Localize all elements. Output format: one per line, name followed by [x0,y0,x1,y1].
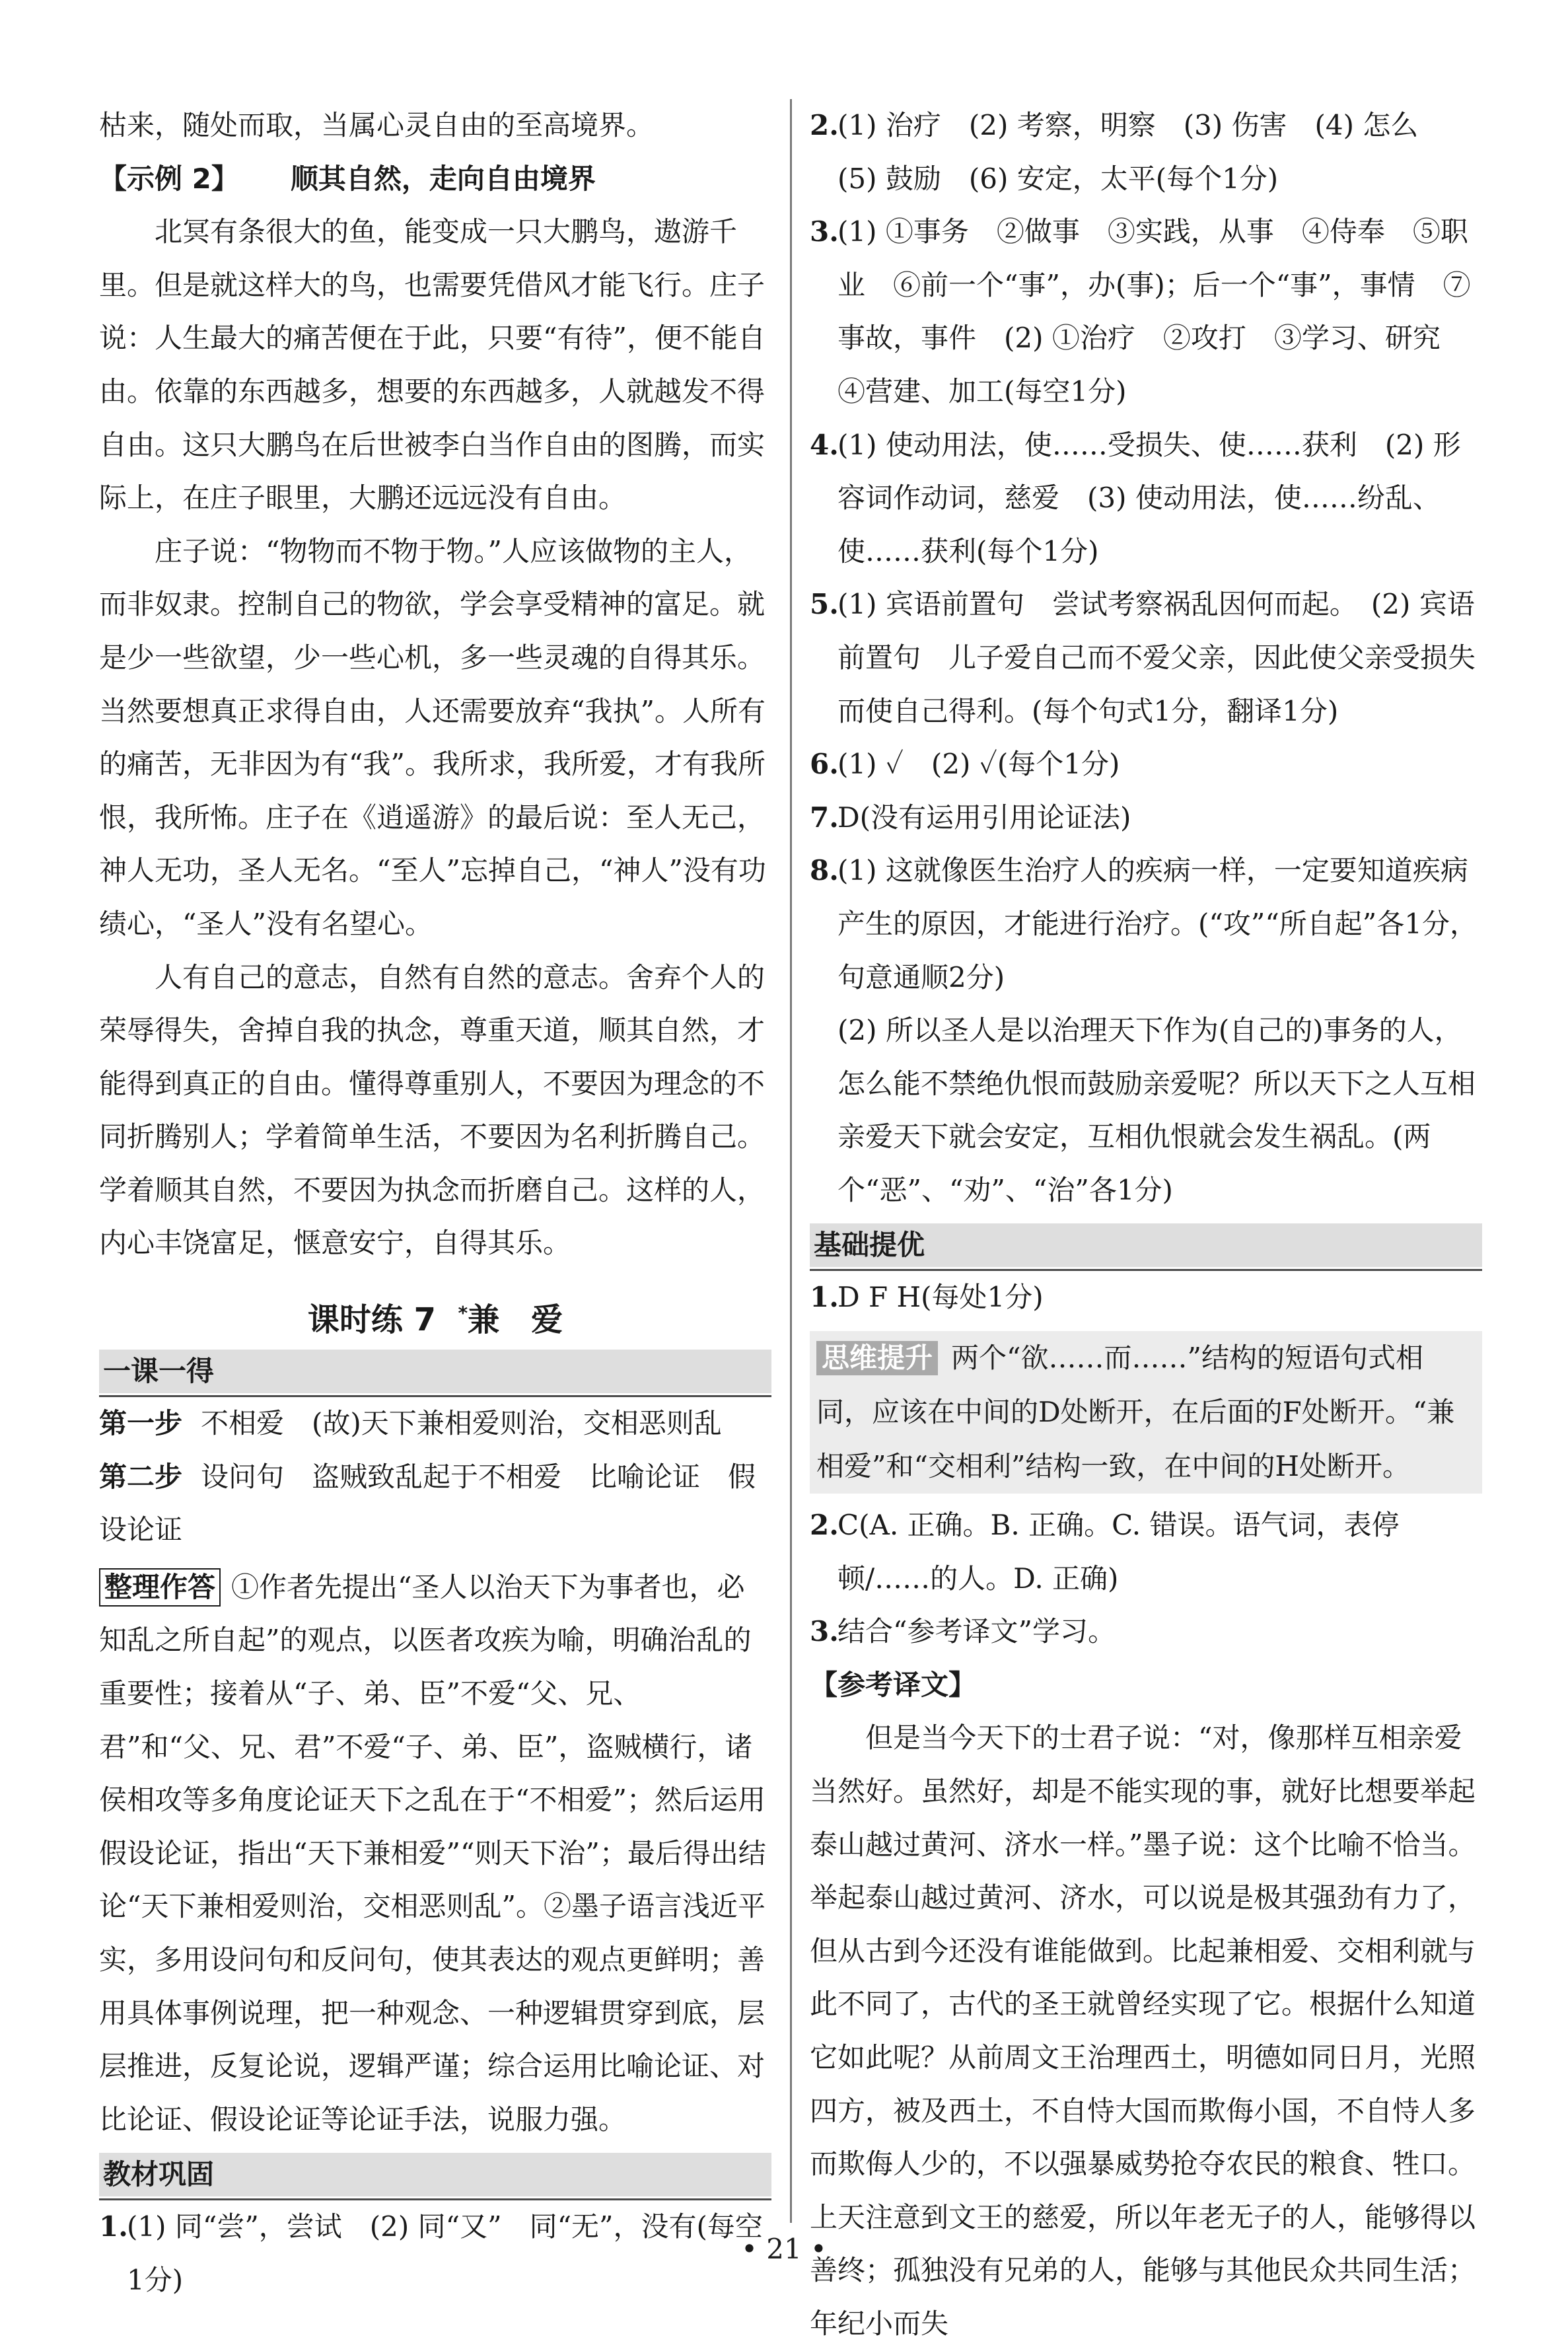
answer-number: 2. [810,1509,839,1542]
answer-number: 1. [99,2210,128,2243]
answer-number: 5. [810,588,839,621]
answer-number: 4. [810,428,839,461]
reference-translation-heading: 【参考译文】 [810,1668,977,1701]
column-divider [790,99,792,2223]
step-1 [99,1397,771,1451]
answer-number: 1. [810,1281,839,1314]
section-heading-jiaocai: 教材巩固 [99,2153,771,2196]
answer-item-4 [810,419,1482,579]
answer-text: C(A. 正确。B. 正确。C. 错误。语气词，表停顿/……的人。D. 正确) [837,1509,1400,1595]
basic-item-3 [810,1605,1482,1659]
lesson-title [99,1270,771,1343]
example-heading [99,153,771,206]
answer-text-part-1: (1) 这就像医生治疗人的疾病一样，一定要知道疾病产生的原因，才能进行治疗。(“攻”“所自起”各1分，句意通顺2分) [837,854,1478,994]
answer-number: 3. [810,1615,839,1648]
answer-text: (1) ①事务 ②做事 ③实践，从事 ④侍奉 ⑤职业 ⑥前一个“事”，办(事)；后一个“事”，事情 ⑦事故，事件 (2) ①治疗 ②攻打 ③学习、研究 ④营建、加工(每空1分) [837,215,1471,408]
lesson-prefix: 课时练 7 [307,1301,437,1339]
lesson-name: 兼 爱 [468,1301,563,1339]
step-2 [99,1451,771,1557]
right-column [810,99,1482,2351]
answer-text: (1) 使动用法，使……受损失、使……获利 (2) 形容词作动词，慈爱 (3) 使动用法，使……纷乱、使……获利(每个1分) [837,428,1461,567]
answer-item-3 [810,205,1482,418]
basic-item-1 [810,1271,1482,1324]
step-1-label: 第一步 [99,1407,183,1440]
answer-text-part-2: (2) 所以圣人是以治理天下作为(自己的)事务的人，怎么能不禁绝仇恨而鼓励亲爱呢？所以天下之人互相亲爱天下就会安定，互相仇恨就会发生祸乱。(两个“恶”、“劝”、“治”各1分) [837,1014,1476,1206]
essay-paragraph-3: 人有自己的意志，自然有自然的意志。舍弃个人的荣辱得失，舍掉自我的执念，尊重天道，顺其自然，才能得到真正的自由。懂得尊重别人，不要因为理念的不同折腾别人；学着简单生活，不要因为名利折腾自己。学着顺其自然，不要因为执念而折磨自己。这样的人，内心丰饶富足，惬意安宁，自得其乐。 [99,960,766,1260]
step-2-text: 设问句 盗贼致乱起于不相爱 比喻论证 假设论证 [99,1460,756,1546]
lesson-star: * [458,1302,468,1324]
essay-paragraph-2: 庄子说：“物物而不物于物。”人应该做物的主人，而非奴隶。控制自己的物欲，学会享受精神的富足。就是少一些欲望，少一些心机，多一些灵魂的自得其乐。当然要想真正求得自由，人还需要放弃“我执”。人所有的痛苦，无非因为有“我”。我所求，我所爱，才有我所恨，我所怖。庄子在《逍遥游》的最后说：至人无己，神人无功，圣人无名。“至人”忘掉自己，“神人”没有功绩心，“圣人”没有名望心。 [99,534,766,940]
tidy-answer [99,1561,771,2147]
answer-text: (1) 同“尝”，尝试 (2) 同“又” 同“无”，没有(每空1分) [127,2210,763,2296]
answer-number: 2. [810,109,839,141]
basic-item-2 [810,1499,1482,1605]
answer-number: 3. [810,215,839,248]
answer-text: D(没有运用引用论证法) [837,801,1131,834]
left-column [99,99,771,2307]
thinking-tip-label: 思维提升 [816,1341,938,1375]
answer-number: 6. [810,748,839,781]
section-heading-jichu: 基础提优 [810,1223,1482,1267]
reference-translation-text: 但是当今天下的士君子说：“对，像那样互相亲爱当然好。虽然好，却是不能实现的事，就好比想要举起泰山越过黄河、济水一样。”墨子说：这个比喻不恰当。举起泰山越过黄河、济水，可以说是极其强劲有力了，但从古到今还没有谁能做到。比起兼相爱、交相利就与此不同了，古代的圣王就曾经实现了它。根据什么知道它如此呢？从前周文王治理西土，明德如同日月，光照四方，被及西土，不自恃大国而欺侮小国，不自恃人多而欺侮人少的，不以强暴威势抢夺农民的粮食、牲口。上天注意到文王的慈爱，所以年老无子的人，能够得以善终；孤独没有兄弟的人，能够与其他民众共同生活；年纪小而失 [810,1721,1476,2340]
answer-text: 结合“参考译文”学习。 [837,1615,1116,1648]
answer-item-5 [810,578,1482,738]
example-label: 【示例 2】 [99,162,239,195]
answer-text: (1) ✓ (2) ✓(每个1分) [837,748,1120,781]
step-2-label: 第二步 [99,1460,183,1493]
answer-item-8 [810,844,1482,1217]
thinking-tip-box [810,1331,1482,1494]
tidy-answer-text: ①作者先提出“圣人以治天下为事者也，必知乱之所自起”的观点，以医者攻疾为喻，明确治乱的重要性；接着从“子、弟、臣”不爱“父、兄、君”和“父、兄、君”不爱“子、弟、臣”，盗贼横行，诸侯相攻等多角度论证天下之乱在于“不相爱”；然后运用假设论证，指出“天下兼相爱”“则天下治”；最后得出结论“天下兼相爱则治，交相恶则乱”。②墨子语言浅近平实，多用设问句和反问句，使其表达的观点更鲜明；善用具体事例说理，把一种观念、一种逻辑贯穿到底，层层推进，反复论说，逻辑严谨；综合运用比喻论证、对比论证、假设论证等论证手法，说服力强。 [99,1570,766,2136]
answer-text: D F H(每处1分) [837,1281,1044,1314]
step-1-text: 不相爱 (故)天下兼相爱则治，交相恶则乱 [201,1407,722,1440]
essay-paragraph-1: 北冥有条很大的鱼，能变成一只大鹏鸟，遨游千里。但是就这样大的鸟，也需要凭借风才能飞行。庄子说：人生最大的痛苦便在于此，只要“有待”，便不能自由。依靠的东西越多，想要的东西越多，人就越发不得自由。这只大鹏鸟在后世被李白当作自由的图腾，而实际上，在庄子眼里，大鹏还远远没有自由。 [99,215,766,515]
tidy-answer-label: 整理作答 [99,1568,221,1607]
answer-item-2 [810,99,1482,205]
answer-item-6 [810,738,1482,791]
answer-item-7 [810,791,1482,845]
section-heading-yikeyide: 一课一得 [99,1350,771,1393]
thinking-tip-text: 两个“欲……而……”结构的短语句式相同，应该在中间的D处断开，在后面的F处断开。“兼相爱”和“交相利”结构一致，在中间的H处断开。 [816,1342,1455,1483]
answer-text: (1) 治疗 (2) 考察，明察 (3) 伤害 (4) 怎么 (5) 鼓励 (6) 安定，太平(每个1分) [837,109,1446,195]
example-title: 顺其自然，走向自由境界 [290,162,596,195]
answer-text: (1) 宾语前置句 尝试考察祸乱因何而起。 (2) 宾语前置句 儿子爱自己而不爱父亲，因此使父亲受损失而使自己得利。(每个句式1分，翻译1分) [837,588,1476,727]
answer-number: 7. [810,801,839,834]
answer-number: 8. [810,854,839,887]
continued-line: 枯来，随处而取，当属心灵自由的至高境界。 [99,109,655,141]
page-number: • 21 • [741,2233,827,2265]
